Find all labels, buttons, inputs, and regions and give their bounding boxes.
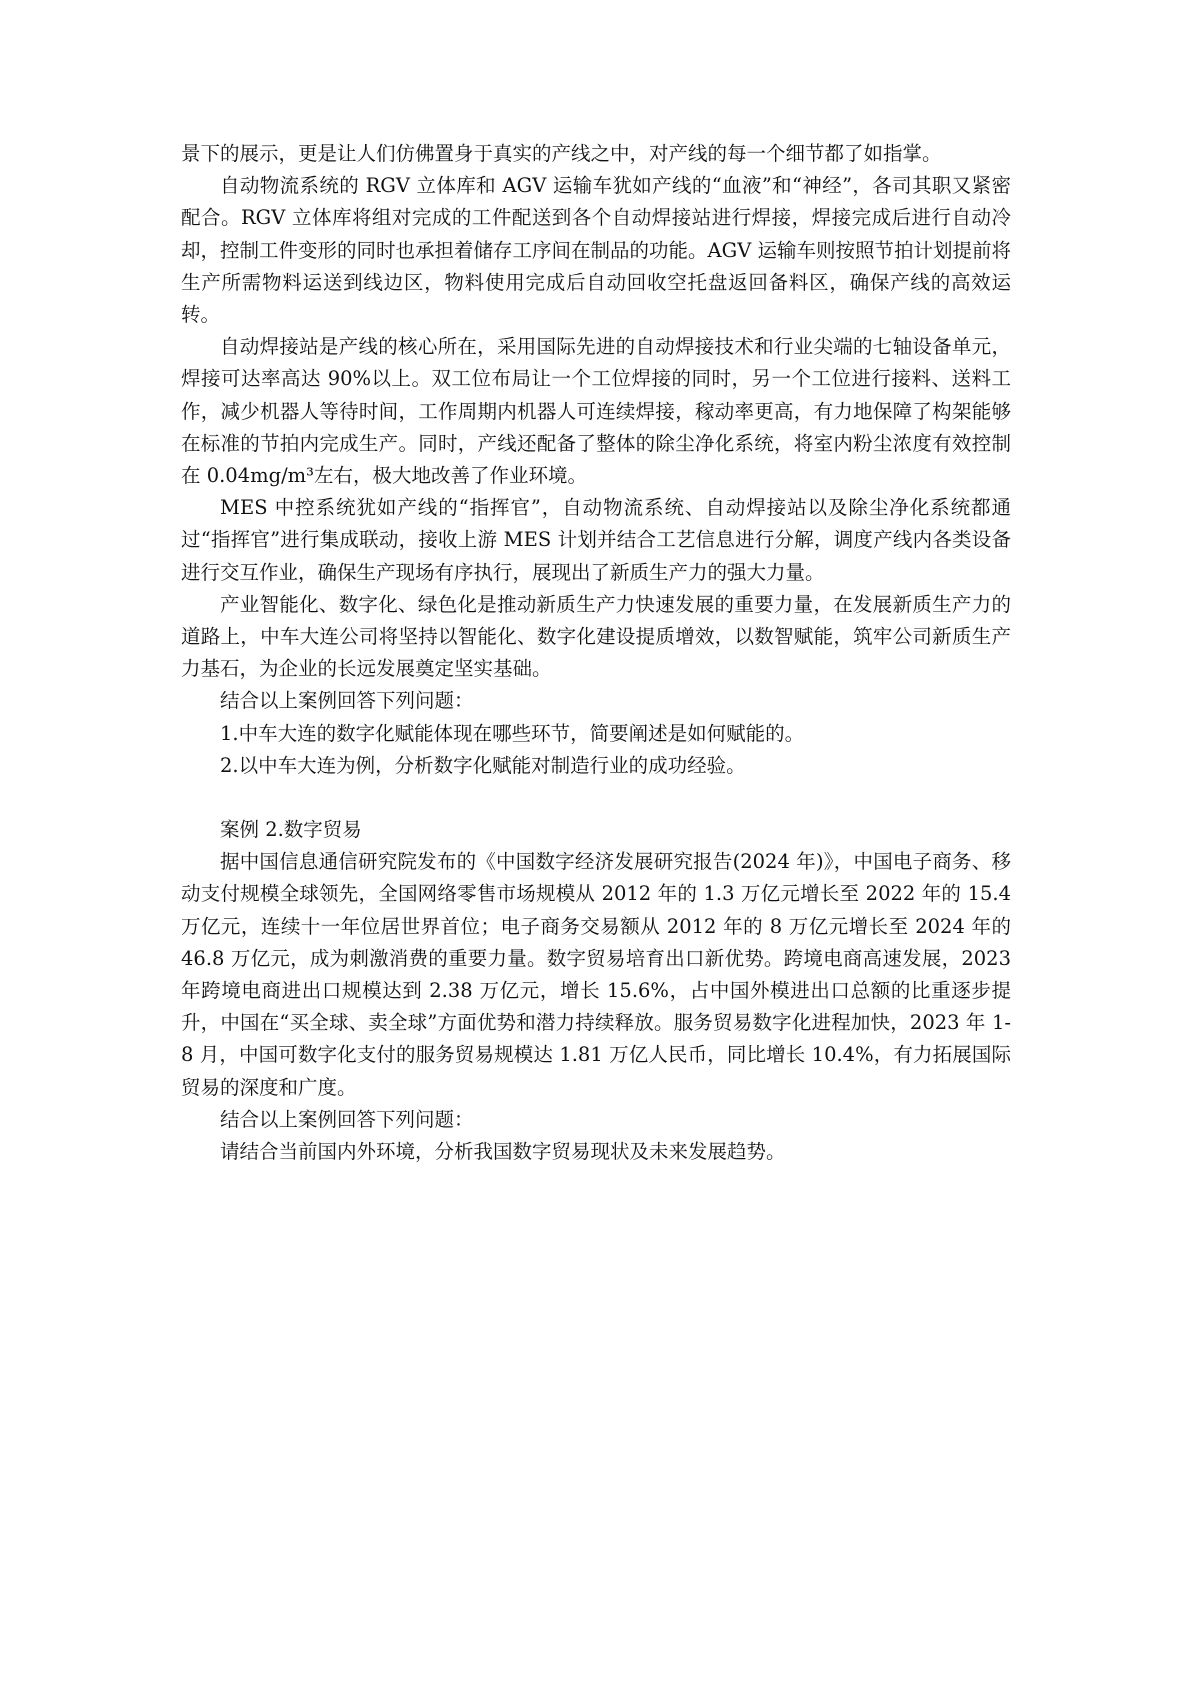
paragraph-continuation: 景下的展示，更是让人们仿佛置身于真实的产线之中，对产线的每一个细节都了如指掌。	[181, 142, 942, 165]
question-1: 1.中车大连的数字化赋能体现在哪些环节，简要阐述是如何赋能的。	[220, 721, 805, 745]
section-gap	[181, 782, 1011, 814]
question-prompt-case1: 结合以上案例回答下列问题：	[220, 689, 474, 713]
paragraph-welding-station: 自动焊接站是产线的核心所在，采用国际先进的自动焊接技术和行业尖端的七轴设备单元，焊接可达率高达 90%以上。双工位布局让一个工位焊接的同时，另一个工位进行接料、送料工作，减少机器人等待时间，工作周期内机器人可连续焊接，稼动率更高，有力地保障了构架能够在标准的节拍内完成生产。同时，产线还配备了整体的除尘净化系统，将室内粉尘浓度有效控制在 0.04mg/m³左右，极大地改善了作业环境。	[181, 335, 1011, 488]
question-prompt-case2: 结合以上案例回答下列问题：	[220, 1107, 474, 1131]
question-2: 2.以中车大连为例，分析数字化赋能对制造行业的成功经验。	[220, 753, 746, 777]
paragraph-digital-trade: 据中国信息通信研究院发布的《中国数字经济发展研究报告(2024 年)》，中国电子商务、移动支付规模全球领先，全国网络零售市场规模从 2012 年的 1.3 万亿元增长至 2022 年的 15.4 万亿元，连续十一年位居世界首位；电子商务交易额从 2012 年的 8 万亿元增长至 2024 年的 46.8 万亿元，成为刺激消费的重要力量。数字贸易培育出口新优势。跨境电商高速发展，2023 年跨境电商进出口规模达到 2.38 万亿元，增长 15.6%，占中国外模进出口总额的比重逐步提升，中国在“买全球、卖全球”方面优势和潜力持续释放。服务贸易数字化进程加快，2023 年 1-8 月，中国可数字化支付的服务贸易规模达 1.81 万亿人民币，同比增长 10.4%，有力拓展国际贸易的深度和广度。	[181, 850, 1011, 1099]
paragraph-mes-control: MES 中控系统犹如产线的“指挥官”，自动物流系统、自动焊接站以及除尘净化系统都通过“指挥官”进行集成联动，接收上游 MES 计划并结合工艺信息进行分解，调度产线内各类设备进行交互作业，确保生产现场有序执行，展现出了新质生产力的强大力量。	[181, 496, 1011, 584]
paragraph-logistics-system: 自动物流系统的 RGV 立体库和 AGV 运输车犹如产线的“血液”和“神经”，各司其职又紧密配合。RGV 立体库将组对完成的工件配送到各个自动焊接站进行焊接，焊接完成后进行自动冷却，控制工件变形的同时也承担着储存工序间在制品的功能。AGV 运输车则按照节拍计划提前将生产所需物料运送到线边区，物料使用完成后自动回收空托盘返回备料区，确保产线的高效运转。	[181, 174, 1011, 327]
document-body	[181, 138, 1011, 1168]
question-case2: 请结合当前国内外环境，分析我国数字贸易现状及未来发展趋势。	[220, 1140, 786, 1164]
case2-heading: 案例 2.数字贸易	[220, 818, 362, 842]
paragraph-industry-intelligence: 产业智能化、数字化、绿色化是推动新质生产力快速发展的重要力量，在发展新质生产力的道路上，中车大连公司将坚持以智能化、数字化建设提质增效，以数智赋能，筑牢公司新质生产力基石，为企业的长远发展奠定坚实基础。	[181, 592, 1011, 681]
